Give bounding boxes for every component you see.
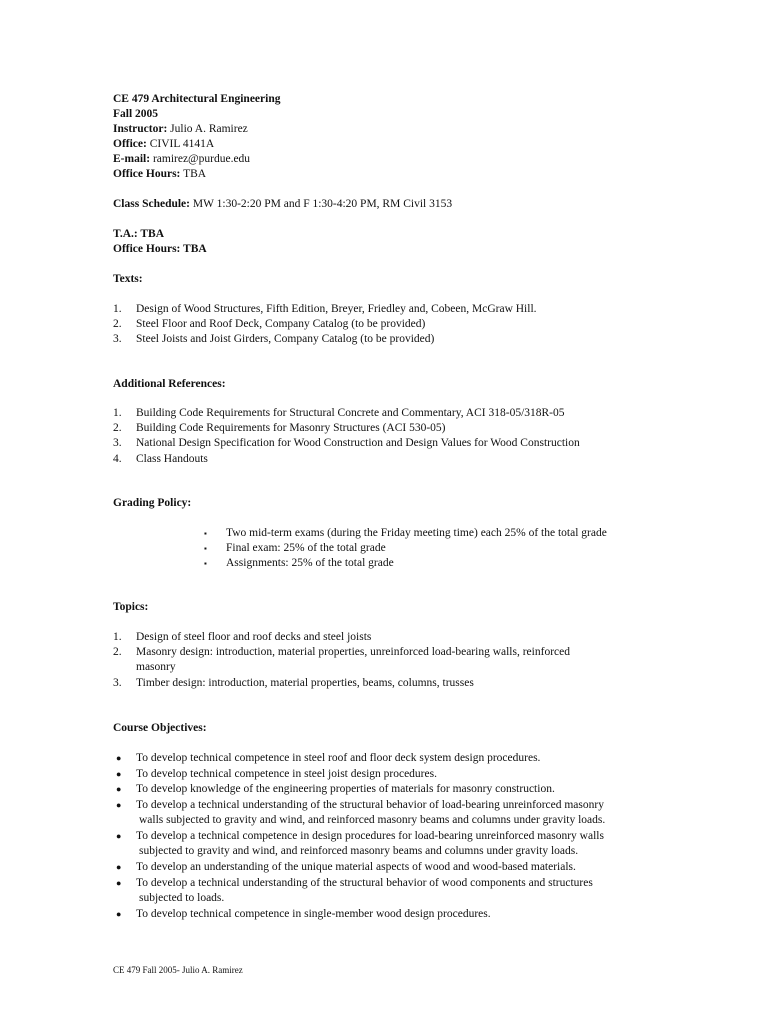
round-bullet-icon: ● bbox=[116, 909, 122, 919]
course-term: Fall 2005 bbox=[113, 108, 159, 120]
course-title: CE 479 Architectural Engineering bbox=[113, 93, 281, 105]
list-number: 3. bbox=[113, 437, 122, 449]
list-item: Steel Floor and Roof Deck, Company Catalog (to be provided) bbox=[136, 318, 426, 330]
square-bullet-icon: ▪ bbox=[204, 529, 207, 538]
round-bullet-icon: ● bbox=[116, 769, 122, 779]
email-line: E-mail: ramirez@purdue.edu bbox=[113, 153, 251, 165]
objective-item-continuation: subjected to gravity and wind, and reinforced masonry beams and columns under gravity loads. bbox=[139, 845, 579, 857]
list-number: 1. bbox=[113, 303, 122, 315]
square-bullet-icon: ▪ bbox=[204, 544, 207, 553]
list-number: 1. bbox=[113, 631, 122, 643]
topics-heading: Topics: bbox=[113, 601, 149, 613]
objective-item: To develop technical competence in single-member wood design procedures. bbox=[136, 908, 491, 920]
round-bullet-icon: ● bbox=[116, 800, 122, 810]
objective-item: To develop a technical competence in design procedures for load-bearing unreinforced masonry walls bbox=[136, 830, 604, 842]
grading-item: Two mid-term exams (during the Friday meeting time) each 25% of the total grade bbox=[226, 527, 607, 539]
list-item: Timber design: introduction, material properties, beams, columns, trusses bbox=[136, 677, 474, 689]
list-item: Building Code Requirements for Masonry Structures (ACI 530-05) bbox=[136, 422, 446, 434]
references-heading: Additional References: bbox=[113, 378, 226, 390]
list-number: 2. bbox=[113, 422, 122, 434]
list-item: Design of Wood Structures, Fifth Edition, Breyer, Friedley and, Cobeen, McGraw Hill. bbox=[136, 303, 537, 315]
texts-heading: Texts: bbox=[113, 273, 143, 285]
round-bullet-icon: ● bbox=[116, 878, 122, 888]
list-item: Steel Joists and Joist Girders, Company Catalog (to be provided) bbox=[136, 333, 435, 345]
round-bullet-icon: ● bbox=[116, 784, 122, 794]
office-line: Office: CIVIL 4141A bbox=[113, 138, 215, 150]
instructor-line: Instructor: Julio A. Ramirez bbox=[113, 123, 248, 135]
list-item-continuation: masonry bbox=[136, 661, 176, 673]
list-item: Building Code Requirements for Structural Concrete and Commentary, ACI 318-05/318R-05 bbox=[136, 407, 565, 419]
objective-item: To develop a technical understanding of the structural behavior of wood components and structures bbox=[136, 877, 593, 889]
objective-item: To develop an understanding of the unique material aspects of wood and wood-based materials. bbox=[136, 861, 576, 873]
grading-heading: Grading Policy: bbox=[113, 497, 192, 509]
list-number: 4. bbox=[113, 453, 122, 465]
objective-item: To develop technical competence in steel roof and floor deck system design procedures. bbox=[136, 752, 541, 764]
list-number: 3. bbox=[113, 677, 122, 689]
list-item: Design of steel floor and roof decks and steel joists bbox=[136, 631, 372, 643]
page-footer: CE 479 Fall 2005- Julio A. Ramirez bbox=[113, 965, 243, 975]
grading-item: Assignments: 25% of the total grade bbox=[226, 557, 394, 569]
round-bullet-icon: ● bbox=[116, 862, 122, 872]
objective-item: To develop a technical understanding of the structural behavior of load-bearing unreinforced masonry bbox=[136, 799, 604, 811]
square-bullet-icon: ▪ bbox=[204, 559, 207, 568]
list-item: Masonry design: introduction, material properties, unreinforced load-bearing walls, reinforced bbox=[136, 646, 570, 658]
objective-item: To develop technical competence in steel joist design procedures. bbox=[136, 768, 437, 780]
objective-item: To develop knowledge of the engineering properties of materials for masonry construction. bbox=[136, 783, 555, 795]
class-schedule-line: Class Schedule: MW 1:30-2:20 PM and F 1:30-4:20 PM, RM Civil 3153 bbox=[113, 198, 453, 210]
ta-line: T.A.: TBA bbox=[113, 228, 165, 240]
list-number: 2. bbox=[113, 318, 122, 330]
objective-item-continuation: subjected to loads. bbox=[139, 892, 225, 904]
list-number: 3. bbox=[113, 333, 122, 345]
round-bullet-icon: ● bbox=[116, 831, 122, 841]
round-bullet-icon: ● bbox=[116, 753, 122, 763]
list-number: 1. bbox=[113, 407, 122, 419]
grading-item: Final exam: 25% of the total grade bbox=[226, 542, 386, 554]
objectives-heading: Course Objectives: bbox=[113, 722, 207, 734]
ta-office-hours-line: Office Hours: TBA bbox=[113, 243, 207, 255]
office-hours-line: Office Hours: TBA bbox=[113, 168, 207, 180]
objective-item-continuation: walls subjected to gravity and wind, and reinforced masonry beams and columns under gravity loads. bbox=[139, 814, 606, 826]
list-item: Class Handouts bbox=[136, 453, 208, 465]
list-item: National Design Specification for Wood Construction and Design Values for Wood Construction bbox=[136, 437, 580, 449]
list-number: 2. bbox=[113, 646, 122, 658]
